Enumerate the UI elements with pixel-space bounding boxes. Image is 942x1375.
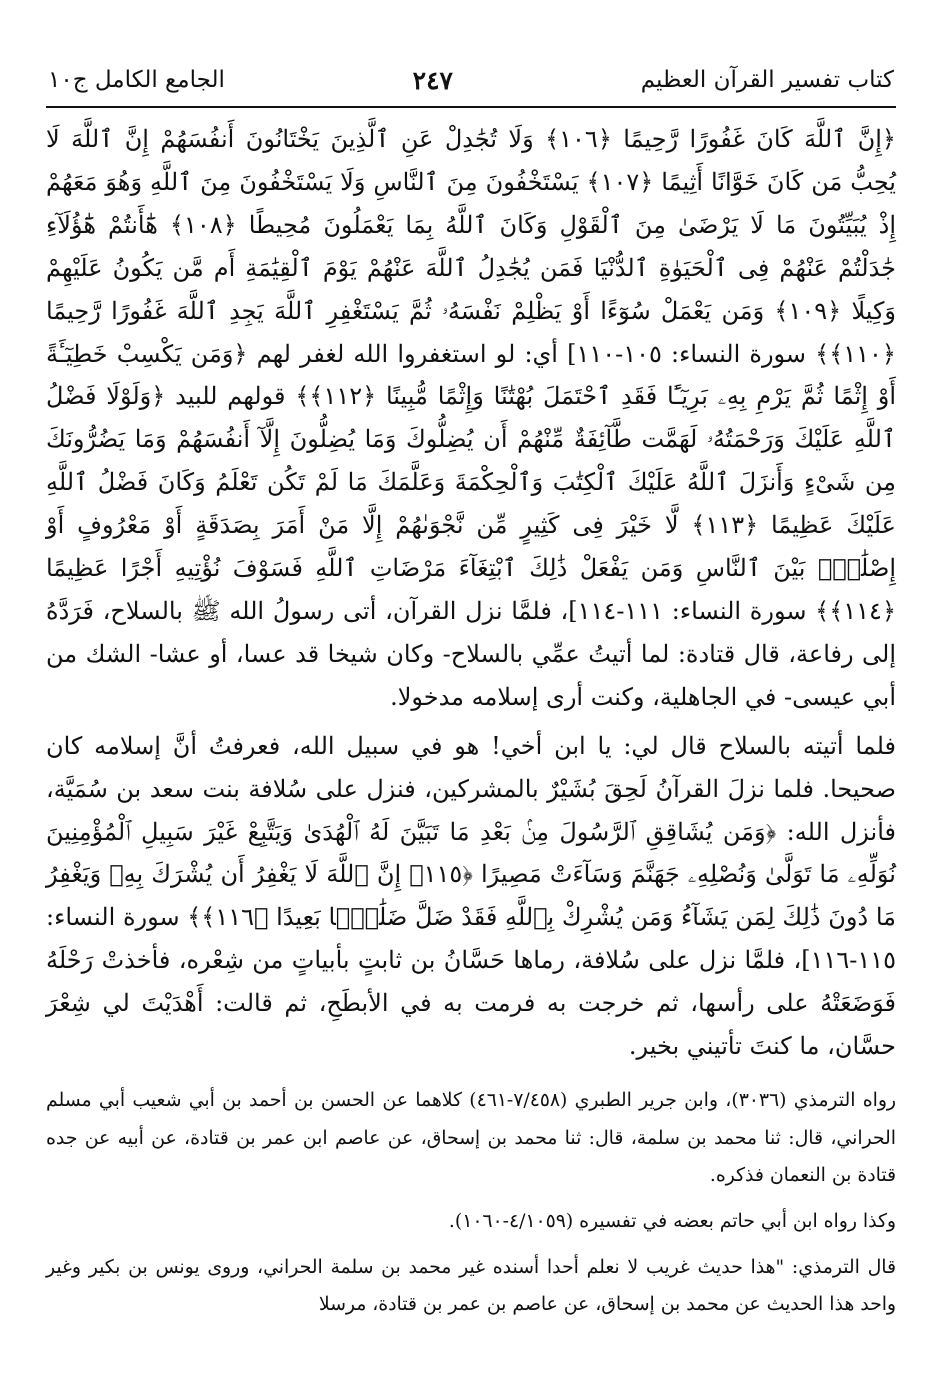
book-title: كتاب تفسير القرآن العظيم [640,67,894,93]
footnote-paragraph: قال الترمذي: "هذا حديث غريب لا نعلم أحدا أسنده غير محمد بن سلمة الحراني، وروى يونس بن بكير وغير واحد هذا الحديث عن محمد بن إسحاق، عن عاصم بن عمر بن قتادة، مرسلا [46,1256,896,1316]
body-paragraph: فلما أتيته بالسلاح قال لي: يا ابن أخي! هو في سبيل الله، فعرفتُ أنَّ إسلامه كان صحيحا. فلما نزلَ القرآنُ لَحِقَ بُشَيْرٌ بالمشركين، فنزل على سُلافة بنت سعد بن سُمَيَّة، فأنزل الله: ﴿وَمَن يُشَاقِقِ ٱلرَّسُولَ مِنۢ بَعْدِ مَا تَبَيَّنَ لَهُ ٱلْهُدَىٰ وَيَتَّبِعْ غَيْرَ سَبِيلِ ٱلْمُؤْمِنِينَ نُوَلِّهِۦ مَا تَوَلَّىٰ وَنُصْلِهِۦ جَهَنَّمَ وَسَآءَتْ مَصِيرًا ﴿١١٥﴾ إِنَّ ٱللَّهَ لَا يَغْفِرُ أَن يُشْرَكَ بِهِۦ وَيَغْفِرُ مَا دُونَ ذَٰلِكَ لِمَن يَشَآءُ وَمَن يُشْرِكْ بِٱللَّهِ فَقَدْ ضَلَّ ضَلَٰلًۢا بَعِيدًا ﴿١١٦﴾﴾ سورة النساء: ١١٥-١١٦]، فلمَّا نزل على سُلافة، رماها حَسَّانُ بن ثابتٍ بأبياتٍ من شِعْره، فأخذتْ رَحْلَهُ فَوَضَعَتْهُ على رأسها، ثم خرجت به فرمت به في الأبطَحِ، ثم قالت: أَهْدَيْتَ لي شِعْرَ حسَّان، ما كنتَ تأتيني بخير. [46,731,896,1061]
footnote-paragraph: رواه الترمذي (٣٠٣٦)، وابن جرير الطبري (٧/٤٥٨-٤٦١) كلاهما عن الحسن بن أحمد بن أبي شعيب أبي مسلم الحراني، قال: ثنا محمد بن سلمة، قال: ثنا محمد بن إسحاق، عن عاصم ابن عمر بن قتادة، عن أبيه عن جده قتادة بن النعمان فذكره. [46,1089,896,1187]
footnote-paragraph: وكذا رواه ابن أبي حاتم بعضه في تفسيره (٤/١٠٥٩-١٠٦٠). [448,1210,896,1232]
volume-label: الجامع الكامل ج١٠ [48,67,225,93]
page-header [48,58,894,102]
footnotes-section [46,1082,896,1324]
main-text [46,118,896,1324]
header-divider [46,106,896,108]
body-paragraph: ﴿إِنَّ ٱللَّهَ كَانَ غَفُورًا رَّحِيمًا ﴿١٠٦﴾ وَلَا تُجَٰدِلْ عَنِ ٱلَّذِينَ يَخْتَانُونَ أَنفُسَهُمْ إِنَّ ٱللَّهَ لَا يُحِبُّ مَن كَانَ خَوَّانًا أَثِيمًا ﴿١٠٧﴾ يَسْتَخْفُونَ مِنَ ٱلنَّاسِ وَلَا يَسْتَخْفُونَ مِنَ ٱللَّهِ وَهُوَ مَعَهُمْ إِذْ يُبَيِّتُونَ مَا لَا يَرْضَىٰ مِنَ ٱلْقَوْلِ وَكَانَ ٱللَّهُ بِمَا يَعْمَلُونَ مُحِيطًا ﴿١٠٨﴾ هَٰٓأَنتُمْ هَٰٓؤُلَآءِ جَٰدَلْتُمْ عَنْهُمْ فِى ٱلْحَيَوٰةِ ٱلدُّنْيَا فَمَن يُجَٰدِلُ ٱللَّهَ عَنْهُمْ يَوْمَ ٱلْقِيَٰمَةِ أَم مَّن يَكُونُ عَلَيْهِمْ وَكِيلًا ﴿١٠٩﴾ وَمَن يَعْمَلْ سُوٓءًا أَوْ يَظْلِمْ نَفْسَهُۥ ثُمَّ يَسْتَغْفِرِ ٱللَّهَ يَجِدِ ٱللَّهَ غَفُورًا رَّحِيمًا ﴿١١٠﴾﴾ سورة النساء: ١٠٥-١١٠] أي: لو استغفروا الله لغفر لهم ﴿وَمَن يَكْسِبْ خَطِيٓـَٔةً أَوْ إِثْمًا ثُمَّ يَرْمِ بِهِۦ بَرِيٓـًٔا فَقَدِ ٱحْتَمَلَ بُهْتَٰنًا وَإِثْمًا مُّبِينًا ﴿١١٢﴾﴾ قولهم للبيد ﴿وَلَوْلَا فَضْلُ ٱللَّهِ عَلَيْكَ وَرَحْمَتُهُۥ لَهَمَّت طَّآئِفَةٌ مِّنْهُمْ أَن يُضِلُّوكَ وَمَا يُضِلُّونَ إِلَّآ أَنفُسَهُمْ وَمَا يَضُرُّونَكَ مِن شَىْءٍ وَأَنزَلَ ٱللَّهُ عَلَيْكَ ٱلْكِتَٰبَ وَٱلْحِكْمَةَ وَعَلَّمَكَ مَا لَمْ تَكُن تَعْلَمُ وَكَانَ فَضْلُ ٱللَّهِ عَلَيْكَ عَظِيمًا ﴿١١٣﴾ لَّا خَيْرَ فِى كَثِيرٍ مِّن نَّجْوَىٰهُمْ إِلَّا مَنْ أَمَرَ بِصَدَقَةٍ أَوْ مَعْرُوفٍ أَوْ إِصْلَٰحٍۭ بَيْنَ ٱلنَّاسِ وَمَن يَفْعَلْ ذَٰلِكَ ٱبْتِغَآءَ مَرْضَاتِ ٱللَّهِ فَسَوْفَ نُؤْتِيهِ أَجْرًا عَظِيمًا ﴿١١٤﴾﴾ سورة النساء: ١١١-١١٤]، فلمَّا نزل القرآن، أتى رسولُ الله ﷺ بالسلاح، فَرَدَّهُ إلى رفاعة، قال قتادة: لما أتيتُ عمِّي بالسلاح- وكان شيخا قد عسا، أو عشا- الشك من أبي عيسى- في الجاهلية، وكنت أرى إسلامه مدخولا. [46,125,896,711]
page-number: ٢٤٧ [412,65,453,95]
